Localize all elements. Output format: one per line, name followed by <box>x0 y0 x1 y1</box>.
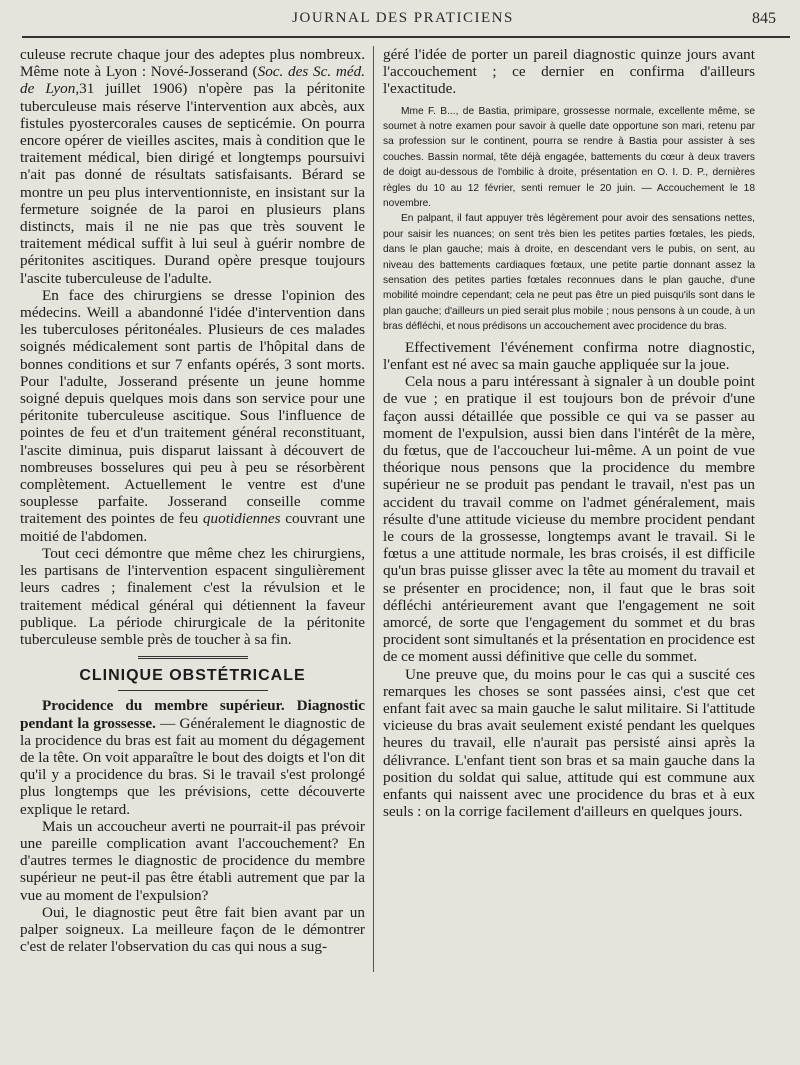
paragraph: Oui, le diagnostic peut être fait bien avant par un palper soigneux. La meilleure façon de le démontrer c'est de relater l'observation du cas qui nous a sug- <box>20 903 365 956</box>
paragraph: Mais un accoucheur averti ne pourrait-il pas prévoir une pareille complication avant l'accouchement? En d'autres termes le diagnostic de procidence du membre supérieur ne peut-il pas être établi autrement que par la vue au moment de l'expulsion? <box>20 817 365 904</box>
paragraph <box>20 697 365 817</box>
text: culeuse recrute chaque jour des adeptes plus nombreux. Même note à Lyon : Nové-Josserand ( <box>20 46 365 81</box>
section-divider <box>138 656 248 659</box>
paragraph <box>20 287 365 545</box>
text: ,31 juillet 1906) n'opère pas la péritonite tuberculeuse mais réserve l'intervention aux abcès, aux fistules pyostercorales causes de septicémie. On pourra encore opérer de vieilles ascites, mais à condition que le traitement médical, bien dirigé et longtemps poursuivi n'ait pas donné de résultats satisfaisants. Bérard se montre un peu plus interventionniste, en insistant sur la fermeture soignée de la paroi en plusieurs plans distincts, mais il ne nie pas que très souvent le traitement médical suffit à lui seul à guérir nombre de péritonites ascitiques. Durand opère presque toujours l'ascite tuberculeuse de l'adulte. <box>20 80 366 287</box>
emphasis: quotidiennes <box>202 510 281 528</box>
page-number: 845 <box>752 10 776 27</box>
paragraph: Cela nous a paru intéressant à signaler à un double point de vue ; en pratique il est toujours bon de prévoir d'une façon aussi détaillée que possible ce qui va se passer au moment de l'expulsion, aussi bien dans l'intérêt de la mère, du fœtus, que de l'accoucheur lui-même. A un point de vue théorique nous pensons que la procidence du membre supérieur ne se produit pas pendant le travail, n'est pas un accident du travail comme on l'admet généralement, mais résulte d'une attitude vicieuse du membre procident pendant le cours de la grossesse, longtemps avant le travail. Si le fœtus a une attitude normale, les bras croisés, il est difficile qu'un bras puisse glisser avec la tête au moment du travail et se présenter en procidence; non, il faut que le bras soit défléchi antérieurement avant que l'engagement ne soit amorcé, de sorte que l'engagement du sommet et du bras procident sont simultanés et la présentation en procidence est de ce moment aussi définitive que celle du sommet. <box>383 373 755 666</box>
observation-paragraph: Mme F. B..., de Bastia, primipare, grossesse normale, excellente même, se soumet à notre examen pour savoir à quelle date opportune son mari, retenu par sa profession sur le continent, pourra se rendre à Bastia pour assister à ses couches. Bassin normal, tête déjà engagée, battements du cœur à deux travers de doigt au-dessous de l'ombilic à droite, présentation en O. I. D. P., dernières règles du 10 au 12 février, senti remuer le 20 juin. — Accouchement le 18 novembre. <box>383 105 755 210</box>
paragraph: géré l'idée de porter un pareil diagnostic quinze jours avant l'accouchement ; ce dernier en confirma d'ailleurs l'exactitude. <box>383 46 755 98</box>
citation: Soc. des Sc. méd. de Lyon <box>20 63 365 98</box>
article-title: Procidence du membre supérieur. Diagnostic pendant la grossesse. <box>20 697 365 732</box>
paragraph: Tout ceci démontre que même chez les chirurgiens, les partisans de l'intervention espacent singulièrement leurs cadres ; finalement c'est la révulsion et le traitement médical général qui détiennent la faveur publique. La période chirurgicale de la péritonite tuberculeuse semble près de toucher à sa fin. <box>20 544 365 648</box>
paragraph <box>20 46 365 287</box>
section-title-rule <box>118 690 268 691</box>
paragraph: Effectivement l'événement confirma notre diagnostic, l'enfant est né avec sa main gauche appliquée sur la joue. <box>383 338 755 373</box>
left-column <box>20 46 365 955</box>
column-separator <box>373 46 374 972</box>
running-title: JOURNAL DES PRATICIENS <box>292 10 514 26</box>
section-title: CLINIQUE OBSTÉTRICALE <box>79 667 306 685</box>
header-rule <box>22 36 790 38</box>
case-observation <box>383 104 755 335</box>
text: — Généralement le diagnostic de la procidence du bras est fait au moment du dégagement de la tête. On voit apparaître le bout des doigts et l'on dit qu'il y a procidence du bras. Si le travail s'est prolongé plus longtemps que les prévisions, cette découverte explique le retard. <box>20 714 365 818</box>
right-column <box>383 46 755 820</box>
observation-paragraph: En palpant, il faut appuyer très légèrement pour avoir des sensations nettes, pour saisir les nuances; on sent très bien les petites parties fœtales, les pieds, dans le plan gauche; mais à droite, en descendant vers le pubis, on sent, au niveau des battements cardiaques fœtaux, une petite partie donnant assez la sensation des petites parties fœtales reconnues dans le plan gauche, d'une mobilité moindre cependant; cela ne peut pas être un pied puisqu'ils sont dans le plan gauche; d'ailleurs un pied serait plus mobile ; nous pensons à un coude, à un bras défléchi, et nous prédisons un accouchement avec procidence du bras. <box>383 213 755 333</box>
text: En face des chirurgiens se dresse l'opinion des médecins. Weill a abandonné l'idée d'intervention dans les tuberculoses péritonéales. Plusieurs de ces malades soignés médicalement sont partis de l'hôpital dans de bonnes conditions et sur 7 enfants opérés, 3 sont morts. Pour l'adulte, Josserand présente un jeune homme soigné depuis quelques mois dans son service pour une péritonite tuberculeuse ascitique. Sous l'influence de pointes de feu et d'un traitement général reconstituant, l'ascite diminua, puis disparut laissant à découvert de nombreuses bosselures qui peu à peu se résorbèrent complètement. Actuellement le ventre est d'une souplesse parfaite. Josserand conseille comme traitement des pointes de feu <box>20 286 365 528</box>
text: couvrant une moitié de l'abdomen. <box>20 510 365 545</box>
paragraph: Une preuve que, du moins pour le cas qui a suscité ces remarques les choses se sont passées ainsi, c'est que cet enfant fait avec sa main gauche le salut militaire. Si l'attitude vicieuse du bras avait seulement existé pendant les quelques heures du travail, elle n'aurait pas persisté ainsi après la délivrance. L'enfant tient son bras et sa main gauche dans la position du soldat qui salue, attitude qui est commune aux enfants qui naissent avec une procidence du bras et à eux seuls : on la corrige facilement d'ailleurs en quelques jours. <box>383 665 755 821</box>
page-header <box>18 10 788 38</box>
